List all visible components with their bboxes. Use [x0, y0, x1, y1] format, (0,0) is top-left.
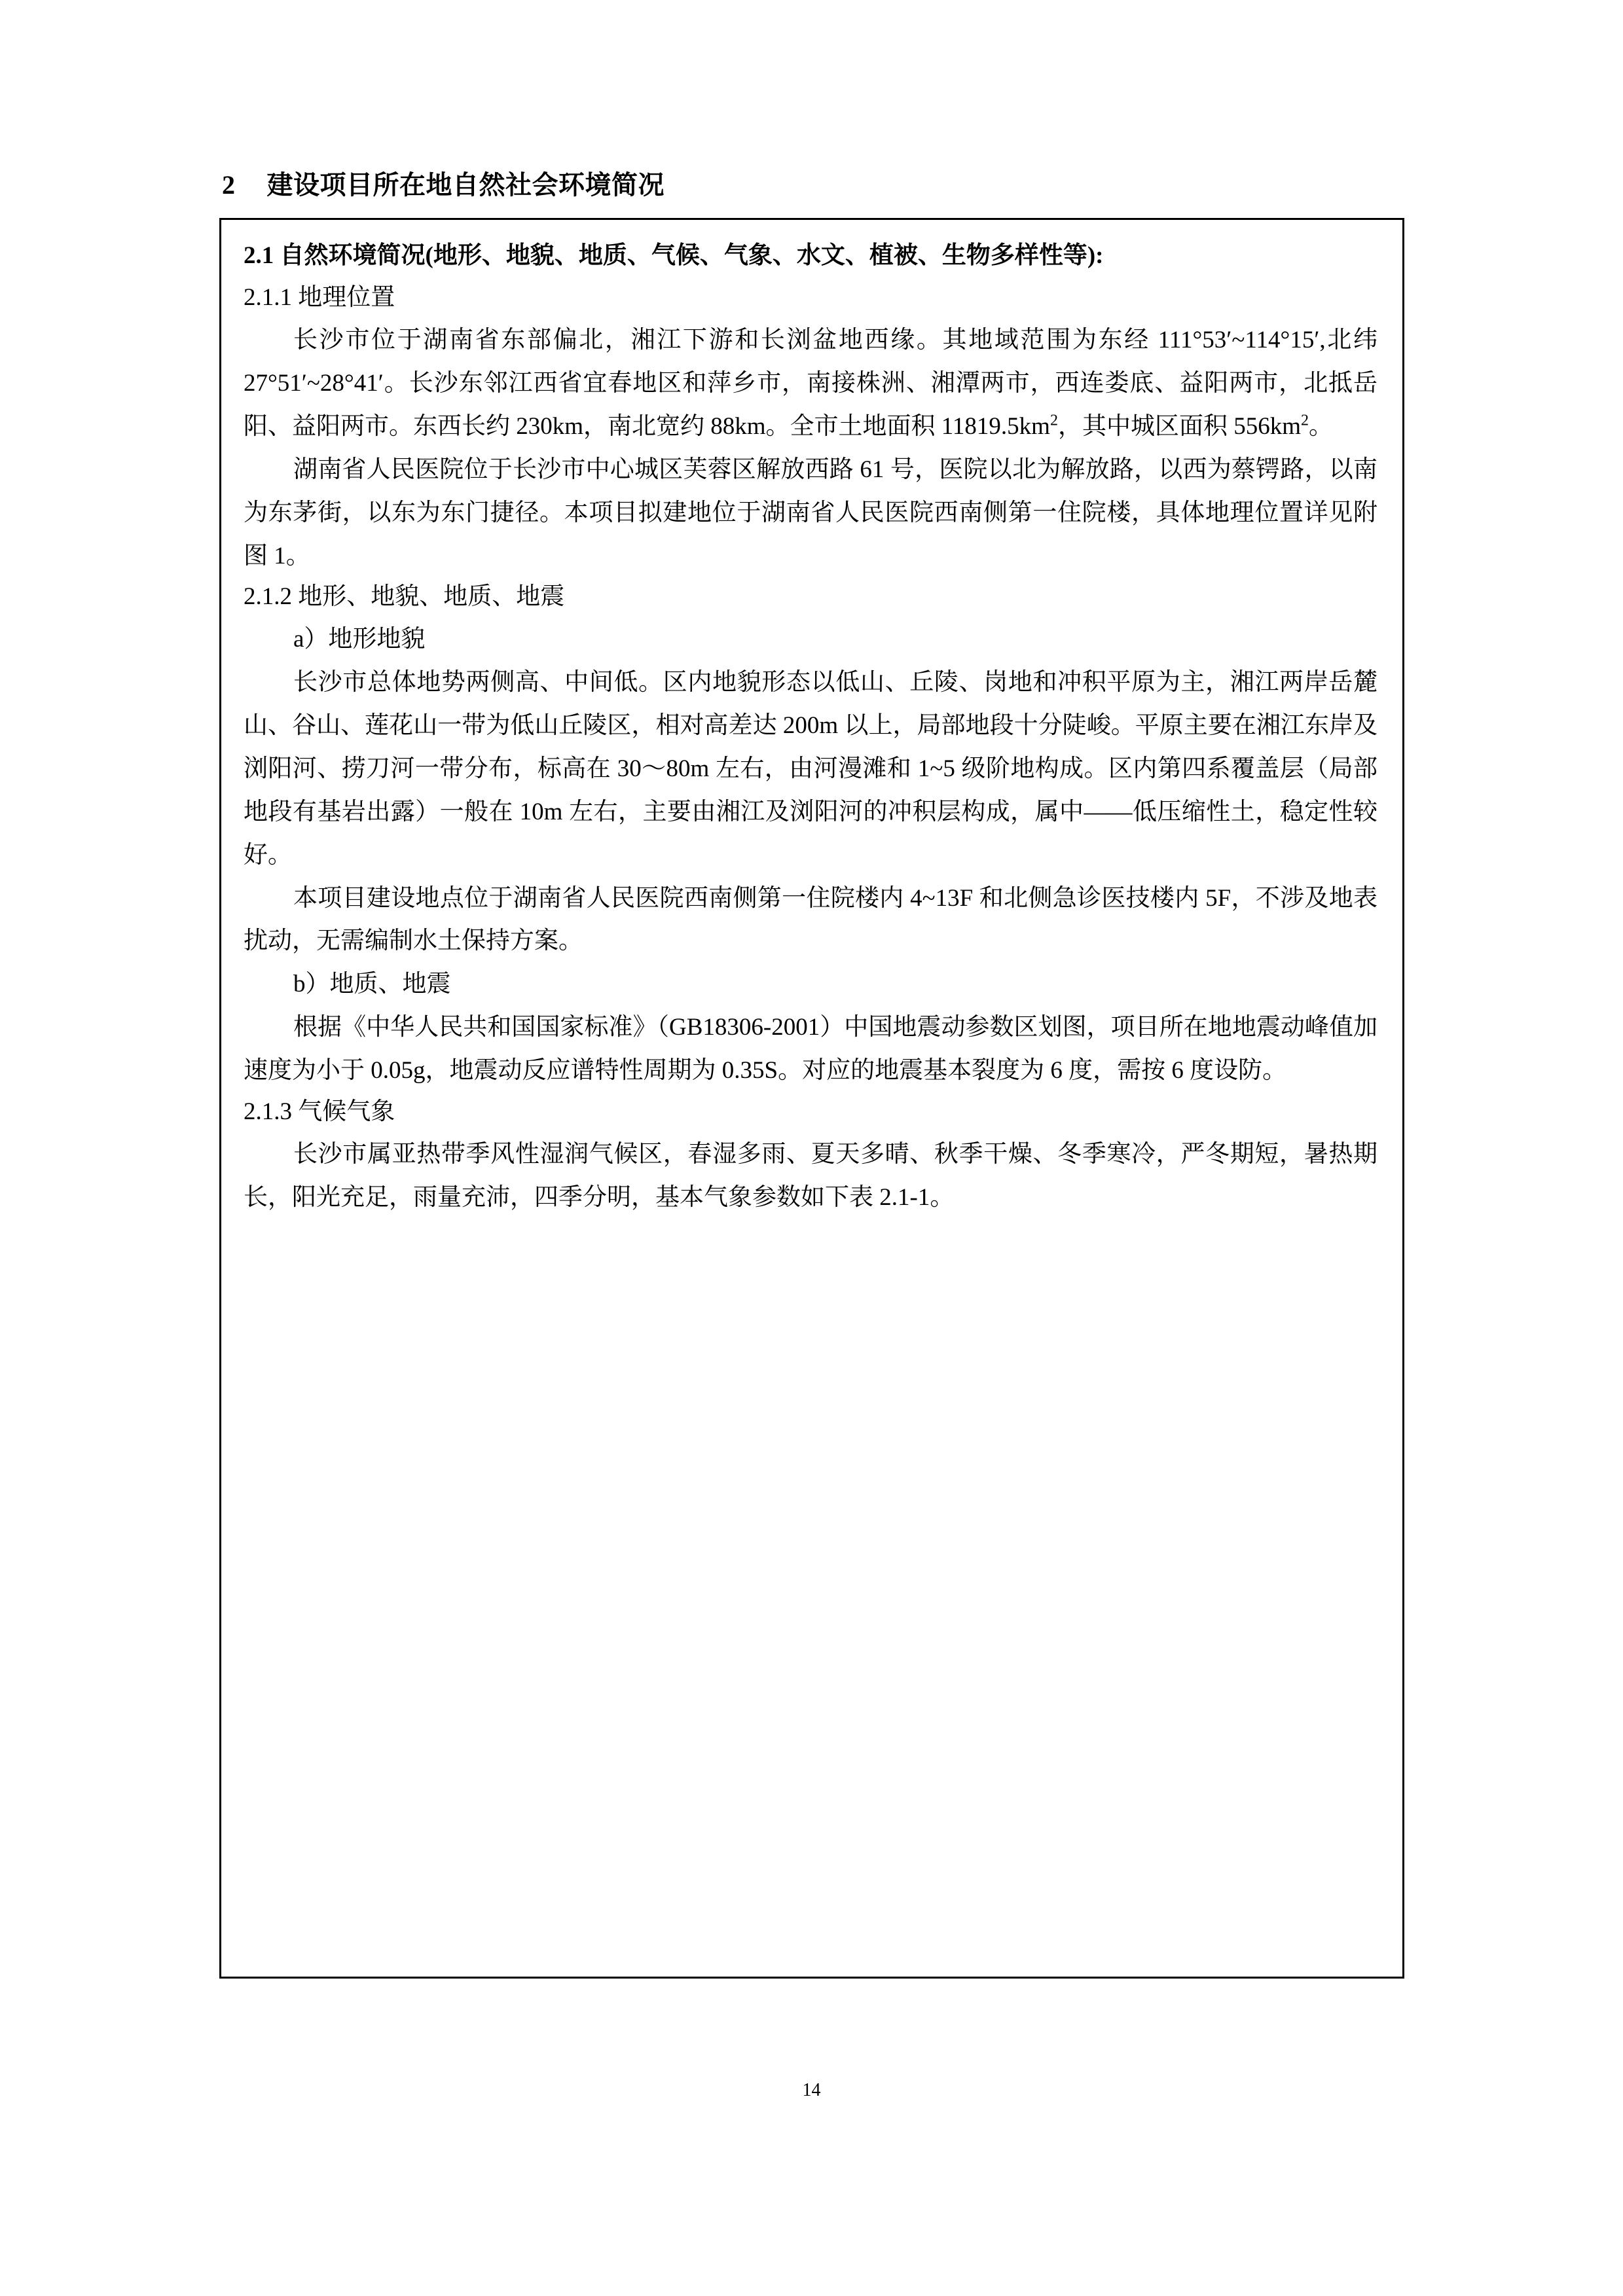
chapter-heading — [222, 167, 1404, 204]
content-frame — [219, 218, 1404, 1979]
page-number: 14 — [802, 2080, 821, 2100]
subsection-heading-211: 2.1.1 地理位置 — [244, 284, 395, 312]
subsection-heading-213: 2.1.3 气候气象 — [244, 1098, 395, 1125]
sub-label-a: a）地形地貌 — [293, 626, 426, 653]
subsection-heading-212: 2.1.2 地形、地貌、地质、地震 — [244, 583, 565, 611]
paragraph-213-1: 长沙市属亚热带季风性湿润气候区，春湿多雨、夏天多晴、秋季干燥、冬季寒冷，严冬期短，暑热期长，阳光充足，雨量充沛，四季分明，基本气象参数如下表 2.1-1。 — [244, 1140, 1377, 1211]
section-title: 2.1 自然环境简况(地形、地貌、地质、气候、气象、水文、植被、生物多样性等): — [244, 242, 1104, 269]
paragraph-212-a2: 本项目建设地点位于湖南省人民医院西南侧第一住院楼内 4~13F 和北侧急诊医技楼内 5F，不涉及地表扰动，无需编制水土保持方案。 — [244, 884, 1377, 955]
paragraph-211-1: 长沙市位于湖南省东部偏北，湘江下游和长浏盆地西缘。其地域范围为东经 111°53′~114°15′,北纬 27°51′~28°41′。长沙东邻江西省宜春地区和萍乡市，南接株洲、湘潭两市，西连娄底、益阳两市，北抵岳阳、益阳两市。东西长约 230km，南北宽约 88km。全市土地面积 $11819.5km^2$，其中城区面积 $556km^2$。 — [244, 327, 1377, 440]
sub-label-b: b）地质、地震 — [293, 971, 451, 998]
chapter-title: 建设项目所在地自然社会环境简况 — [266, 170, 665, 200]
paragraph-212-b1: 根据《中华人民共和国国家标准》（GB18306-2001）中国地震动参数区划图，项目所在地地震动峰值加速度为小于 0.05g，地震动反应谱特性周期为 0.35S。对应的地震基本裂度为 6 度，需按 6 度设防。 — [244, 1014, 1377, 1084]
page-content — [219, 167, 1404, 1979]
paragraph-212-a1: 长沙市总体地势两侧高、中间低。区内地貌形态以低山、丘陵、岗地和冲积平原为主，湘江两岸岳麓山、谷山、莲花山一带为低山丘陵区，相对高差达 200m 以上，局部地段十分陡峻。平原主要在湘江东岸及浏阳河、捞刀河一带分布，标高在 30～80m 左右，由河漫滩和 1~5 级阶地构成。区内第四系覆盖层（局部地段有基岩出露）一般在 10m 左右，主要由湘江及浏阳河的冲积层构成，属中——低压缩性土，稳定性较好。 — [244, 669, 1377, 869]
paragraph-211-2: 湖南省人民医院位于长沙市中心城区芙蓉区解放西路 61 号，医院以北为解放路，以西为蔡锷路，以南为东茅街，以东为东门捷径。本项目拟建地位于湖南省人民医院西南侧第一住院楼，具体地理位置详见附图 1。 — [244, 456, 1377, 569]
chapter-number: 2 — [222, 170, 236, 200]
